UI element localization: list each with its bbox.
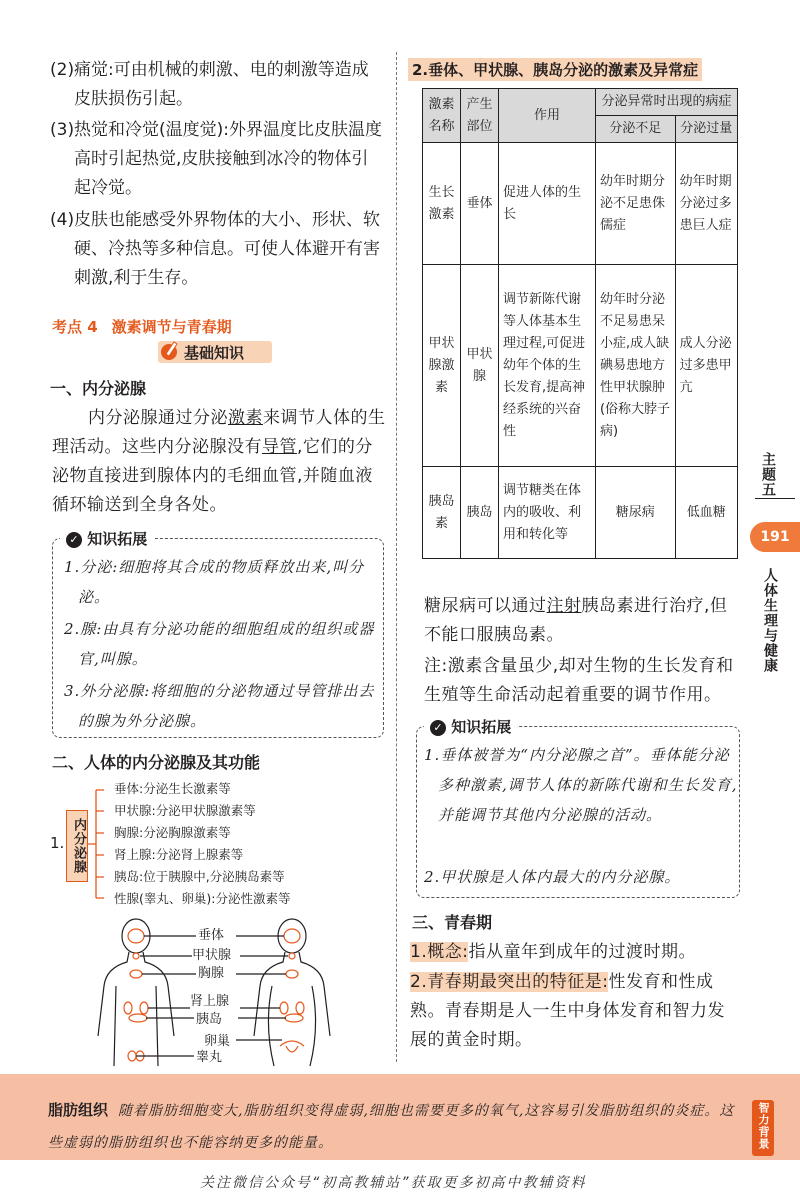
tree-item: 胸腺:分泌胸腺激素等: [114, 825, 231, 840]
check-icon: ✓: [66, 532, 82, 548]
para-text: 糖尿病可以通过: [424, 596, 547, 616]
kaodian-heading: [52, 316, 232, 337]
table-header: 分泌过量: [675, 116, 737, 143]
paragraph: [410, 968, 740, 1055]
column-divider: [396, 52, 397, 1062]
item-text: 痛觉:可由机械的刺激、电的刺激等造成皮肤损伤引起。: [74, 60, 369, 109]
item-text: 皮肤也能感受外界物体的大小、形状、软硬、冷热等多种信息。可使人体避开有害刺激,利于生存。: [74, 210, 380, 288]
section-title: 二、人体的内分泌腺及其功能: [52, 753, 261, 772]
tree-item: 胰岛:位于胰腺中,分泌胰岛素等: [114, 869, 285, 884]
list-item: [50, 56, 385, 114]
subject-label: 人体生理与健康: [762, 568, 778, 673]
figure-label: 甲状腺: [192, 948, 232, 963]
list-item: [50, 206, 385, 293]
theme-label: 主题五: [760, 452, 776, 497]
table-cell: 甲状腺: [460, 265, 498, 467]
tree-item: 肾上腺:分泌肾上腺素等: [114, 847, 244, 862]
tree-item: 性腺(睾丸、卵巢):分泌性激素等: [114, 891, 291, 906]
list-item: 1.分泌:细胞将其合成的物质释放出来,叫分泌。: [64, 558, 365, 606]
para-text: 来调节人体的生理活动。这些内分泌腺没有: [52, 408, 386, 457]
hormone-table: [422, 88, 738, 559]
highlight-label: 2.青春期最突出的特征是:: [410, 972, 609, 992]
tree-list: [114, 778, 290, 910]
paragraph: [410, 938, 740, 967]
figure-label: 垂体: [198, 928, 225, 943]
paragraph: 注:激素含量虽少,却对生物的生长发育和生殖等生命活动起着重要的调节作用。: [424, 656, 734, 705]
list-item: 3.外分泌腺:将细胞的分泌物通过导管排出去的腺为外分泌腺。: [64, 682, 375, 730]
list-item: [50, 116, 385, 203]
highlight-label: 1.概念:: [410, 942, 469, 962]
check-icon: ✓: [430, 720, 446, 736]
knowledge-extension-heading: [60, 528, 153, 549]
table-cell: 低血糖: [675, 467, 737, 559]
tree-root: 内分泌腺: [71, 818, 86, 874]
para-text: 胰岛素进行治疗,但不能口服胰岛素。: [424, 596, 728, 645]
figure-label: 胰岛: [196, 1012, 223, 1027]
table-cell: 调节新陈代谢等人体基本生理过程,可促进幼年个体的生长发育,提高神经系统的兴奋性: [498, 265, 595, 467]
figure-label: 卵巢: [204, 1034, 231, 1049]
footer-badge-label: 智力背景: [757, 1102, 770, 1150]
figure-label: 睾丸: [196, 1050, 223, 1065]
table-cell: 调节糖类在体内的吸收、利用和转化等: [498, 467, 595, 559]
knowledge-extension-title: 知识拓展: [87, 530, 148, 548]
tree-number: 1.: [50, 834, 65, 852]
footer-rule: [0, 1072, 800, 1074]
pencil-hand-icon: [160, 338, 182, 364]
para-text: 指从童年到成年的过渡时期。: [468, 942, 696, 962]
underlined-term: 激素: [228, 408, 263, 428]
side-theme: [758, 452, 778, 497]
table-cell: 促进人体的生长: [498, 143, 595, 265]
table-cell: 幼年时分泌不足易患呆小症,成人缺碘易患地方性甲状腺肿(俗称大脖子病): [595, 265, 675, 467]
table-row: [423, 143, 738, 265]
table-cell: 幼年时期分泌过多患巨人症: [675, 143, 737, 265]
table-cell: 甲状腺激素: [423, 265, 461, 467]
knowledge-extension-title: 知识拓展: [451, 718, 512, 736]
list-item: 2.甲状腺是人体内最大的内分泌腺。: [424, 868, 681, 886]
footer-badge: [752, 1100, 774, 1156]
tree-bracket: [86, 780, 106, 908]
list-item: 1.垂体被誉为“内分泌腺之首”。垂体能分泌多种激素,调节人体的新陈代谢和生长发育,并能调节其他内分泌腺的活动。: [424, 746, 738, 824]
table-header: 激素名称: [423, 89, 461, 143]
footer-text-block: [48, 1094, 738, 1159]
para-text: ,它们的分泌物直接进到腺体内的毛细血管,并随血液循环输送到全身各处。: [52, 437, 373, 515]
table-cell: 幼年时期分泌不足患侏儒症: [595, 143, 675, 265]
para-text: 内分泌腺通过分泌: [88, 408, 228, 428]
kaodian-title: 激素调节与青春期: [111, 318, 232, 336]
watermark: 关注微信公众号“初高教辅站”获取更多初高中教辅资料: [200, 1175, 587, 1191]
section-paragraph: [52, 404, 386, 520]
table-row: [423, 265, 738, 467]
underlined-term: 导管: [262, 437, 297, 457]
section-title: 三、青春期: [412, 913, 493, 932]
item-number: (3): [50, 120, 75, 140]
para-text: 性发育和性成熟。青春期是人一生中身体发育和智力发展的黄金时期。: [410, 972, 725, 1050]
list-item: 2.腺:由具有分泌功能的细胞组成的组织或器官,叫腺。: [64, 620, 375, 668]
table-cell: 生长激素: [423, 143, 461, 265]
knowledge-extension-heading: [424, 716, 517, 737]
item-text: 热觉和冷觉(温度觉):外界温度比皮肤温度高时引起热觉,皮肤接触到冰冷的物体引起冷觉。: [74, 120, 382, 198]
footer-text: 随着脂肪细胞变大,脂肪组织变得虚弱,细胞也需要更多的氧气,这容易引发脂肪组织的炎症。这些虚弱的脂肪组织也不能容纳更多的能量。: [48, 1103, 735, 1151]
table-cell: 垂体: [460, 143, 498, 265]
figure-label: 胸腺: [198, 966, 225, 981]
side-subject: [760, 568, 780, 673]
item-number: (2): [50, 60, 75, 80]
table-header: 作用: [498, 89, 595, 143]
figure-label: 肾上腺: [190, 994, 230, 1009]
table-cell: 成人分泌过多患甲亢: [675, 265, 737, 467]
kaodian-label: 考点 4: [52, 318, 98, 336]
table-header: 分泌不足: [595, 116, 675, 143]
table-header: 分泌异常时出现的病症: [595, 89, 737, 116]
section-title: 一、内分泌腺: [50, 379, 147, 398]
table-row: [423, 467, 738, 559]
table-cell: 胰岛素: [423, 467, 461, 559]
tree-root-box: [66, 810, 88, 882]
page-number: 191: [750, 522, 800, 552]
underlined-term: 注射: [546, 596, 582, 616]
basic-knowledge-label: 基础知识: [184, 344, 245, 362]
section-title: 2.垂体、甲状腺、胰岛分泌的激素及异常症: [408, 58, 702, 81]
item-number: (4): [50, 210, 75, 230]
footer-label: 脂肪组织: [48, 1101, 109, 1119]
table-cell: 胰岛: [460, 467, 498, 559]
paragraph: [424, 592, 740, 650]
side-divider: [755, 498, 795, 499]
table-header: 产生部位: [460, 89, 498, 143]
table-cell: 糖尿病: [595, 467, 675, 559]
tree-item: 甲状腺:分泌甲状腺激素等: [114, 803, 256, 818]
tree-item: 垂体:分泌生长激素等: [114, 781, 231, 796]
